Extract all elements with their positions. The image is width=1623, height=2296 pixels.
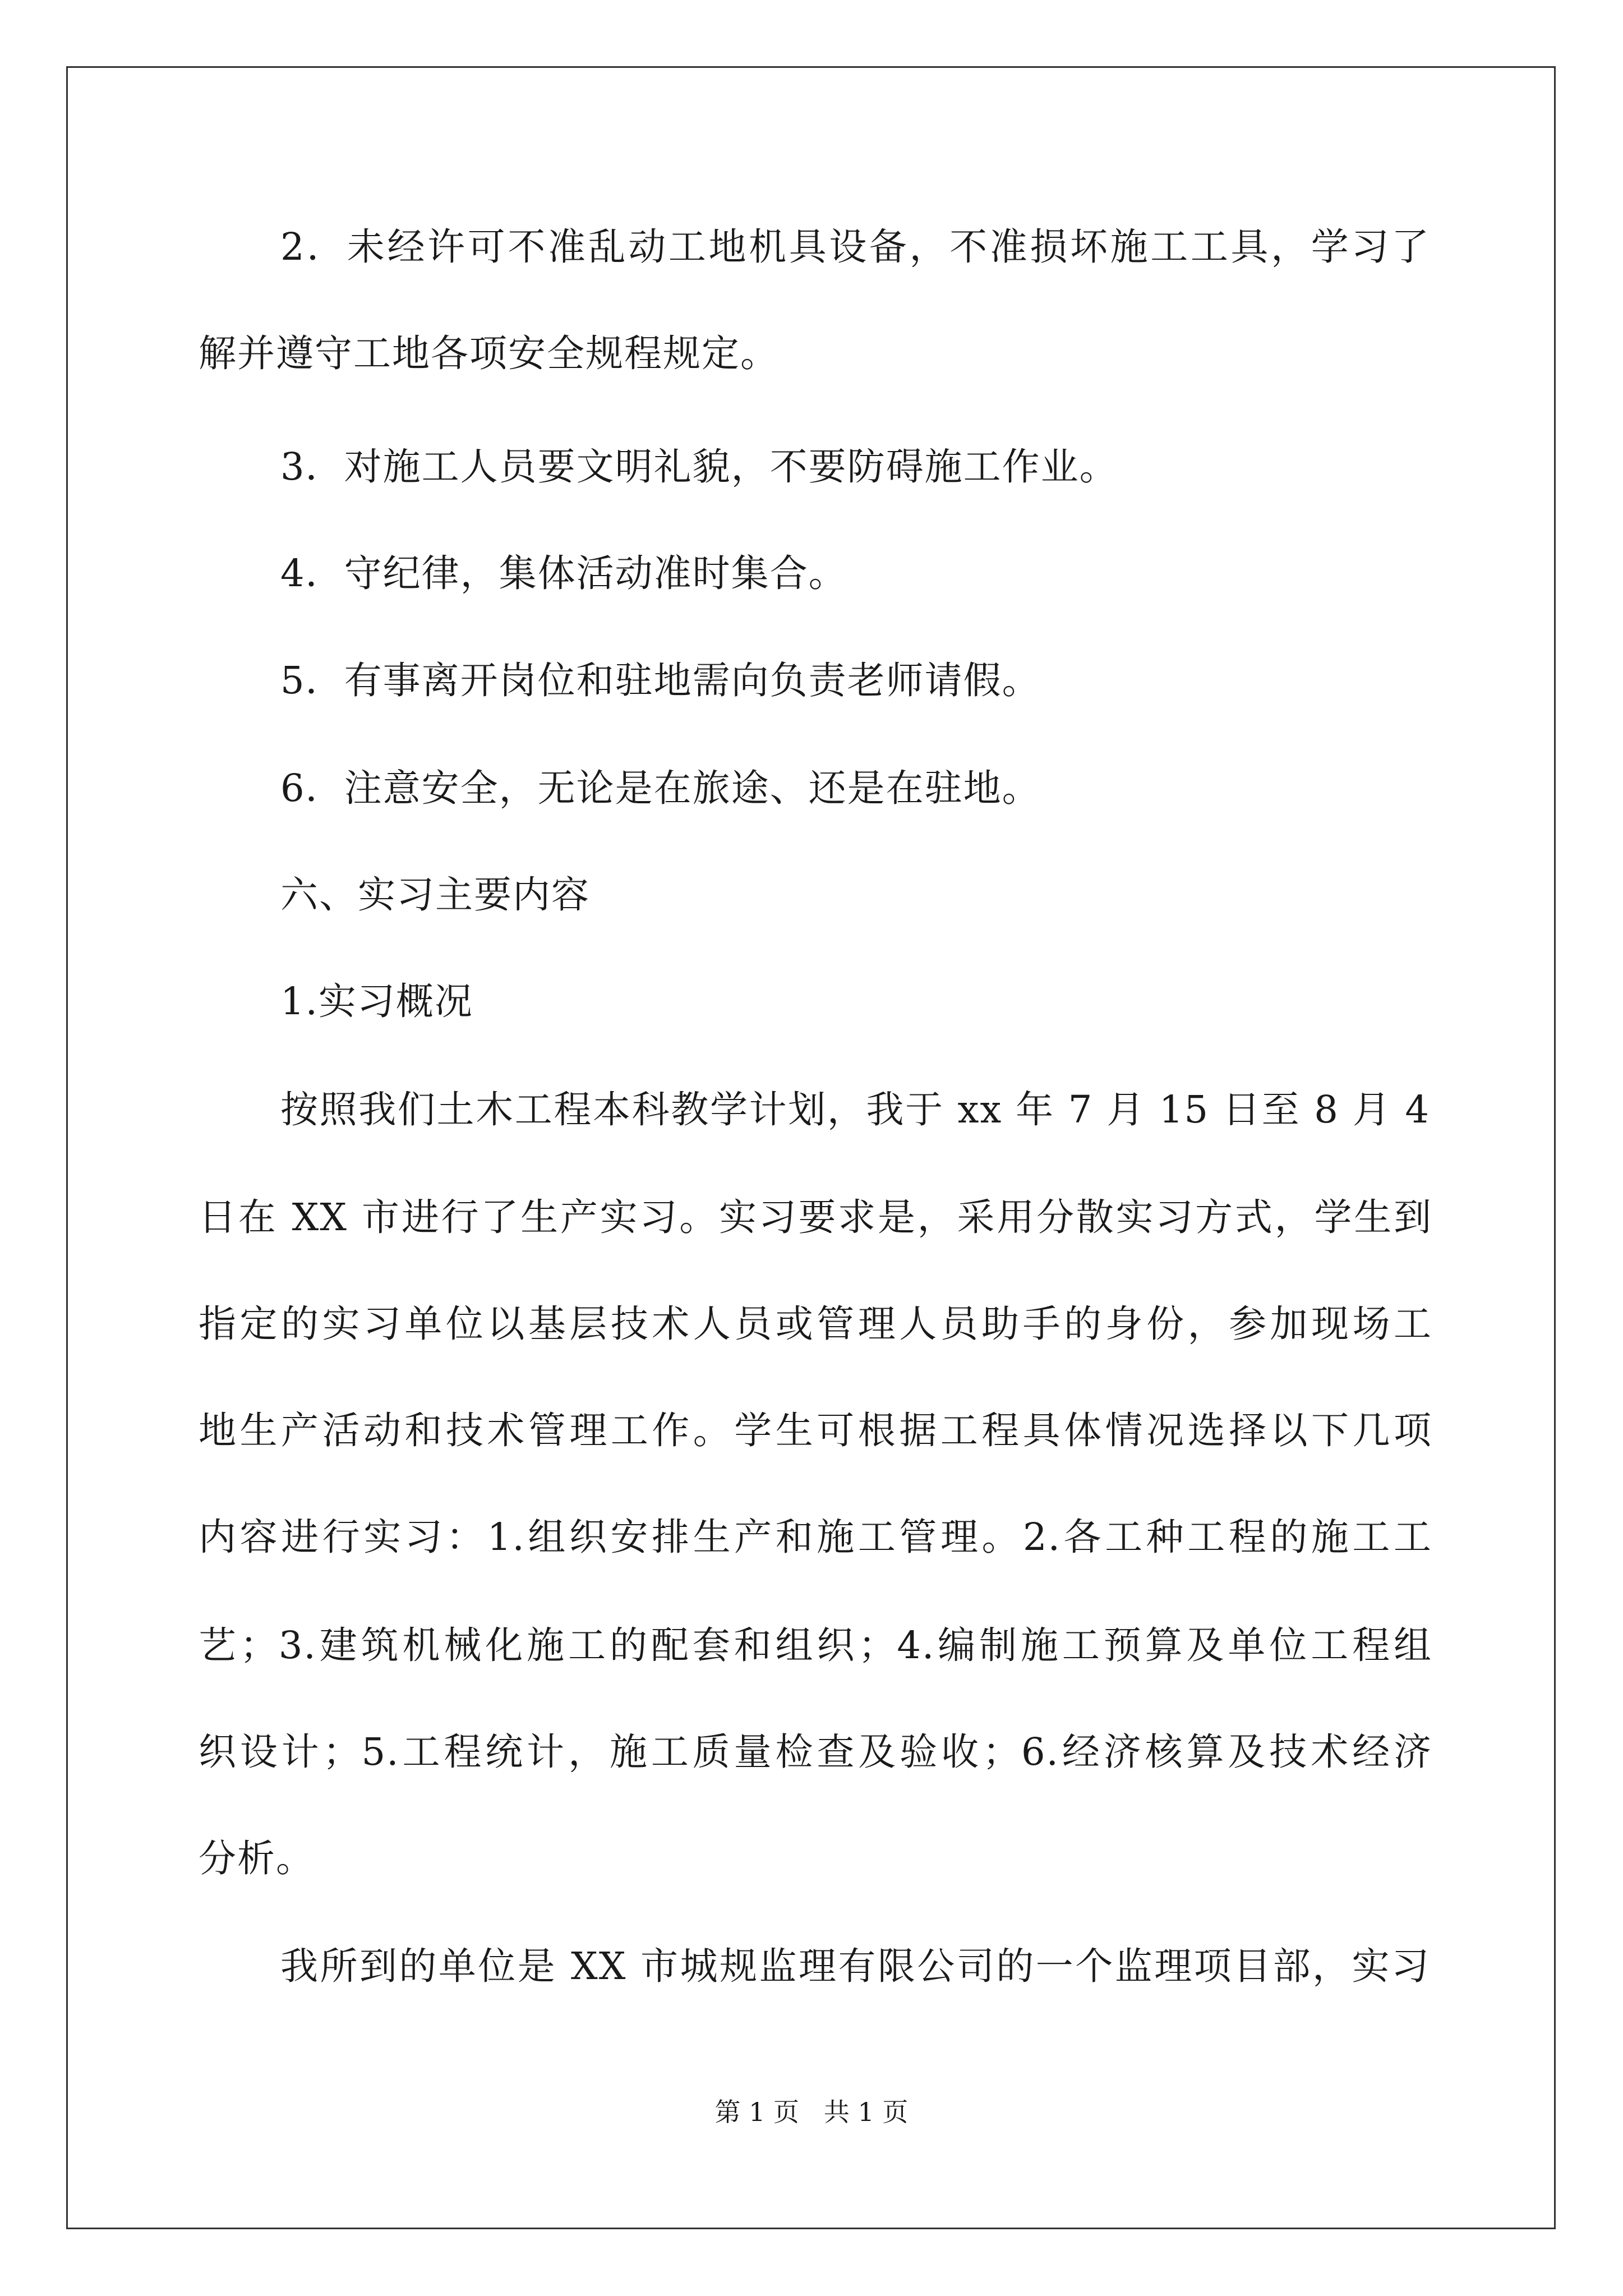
overview-line-3: 指定的实习单位以基层技术人员或管理人员助手的身份，参加现场工 <box>199 1302 1432 1346</box>
paragraph-rule-3: 3．对施工人员要文明礼貌，不要防碍施工作业。 <box>280 445 1118 489</box>
section-heading: 六、实习主要内容 <box>280 873 590 917</box>
subsection-heading: 1.实习概况 <box>280 979 473 1023</box>
paragraph-rule-6: 6．注意安全，无论是在旅途、还是在驻地。 <box>280 766 1041 810</box>
overview-line-5: 内容进行实习：1.组织安排生产和施工管理。2.各工种工程的施工工 <box>199 1515 1432 1559</box>
overview-line-2: 日在 XX 市进行了生产实习。实习要求是，采用分散实习方式，学生到 <box>199 1195 1432 1239</box>
paragraph-rule-4: 4．守纪律，集体活动准时集合。 <box>280 551 847 595</box>
overview-line-4: 地生产活动和技术管理工作。学生可根据工程具体情况选择以下几项 <box>199 1409 1432 1452</box>
overview-line-1: 按照我们土木工程本科教学计划，我于 xx 年 7 月 15 日至 8 月 4 <box>280 1088 1430 1131</box>
page-number-label: 第 1 页 共 1 页 <box>714 2097 909 2127</box>
unit-paragraph-line-1: 我所到的单位是 XX 市城规监理有限公司的一个监理项目部，实习 <box>280 1944 1430 1988</box>
paragraph-rule-5: 5．有事离开岗位和驻地需向负责老师请假。 <box>280 659 1041 702</box>
overview-line-6: 艺；3.建筑机械化施工的配套和组织；4.编制施工预算及单位工程组 <box>199 1623 1432 1667</box>
paragraph-rule-2-line-2: 解并遵守工地各项安全规程规定。 <box>199 332 779 375</box>
overview-line-8: 分析。 <box>199 1837 315 1880</box>
overview-line-7: 织设计；5.工程统计，施工质量检查及验收；6.经济核算及技术经济 <box>199 1730 1432 1774</box>
paragraph-rule-2-line-1: 2．未经许可不准乱动工地机具设备，不准损坏施工工具，学习了 <box>280 225 1430 269</box>
page-footer <box>0 2095 1623 2129</box>
page-border <box>66 66 1556 2229</box>
